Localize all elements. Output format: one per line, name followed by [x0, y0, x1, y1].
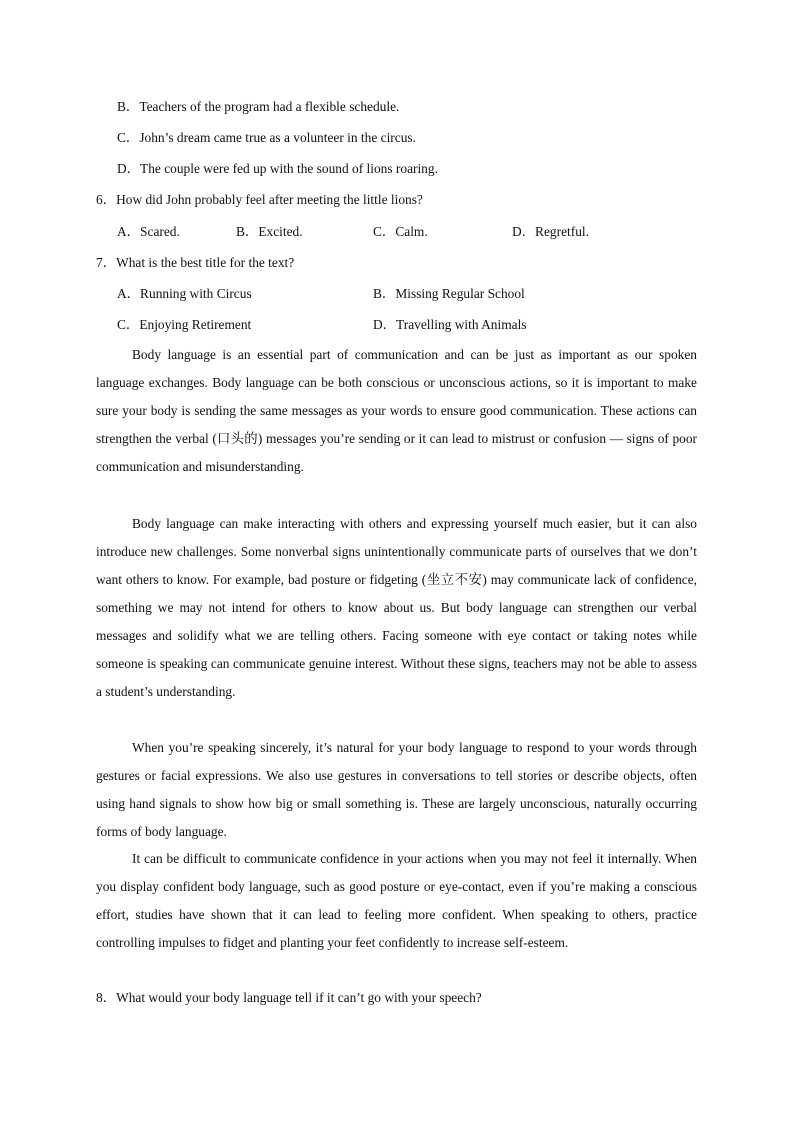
- q6-option-c: C．Calm.: [373, 224, 428, 239]
- q6-option-d: D．Regretful.: [512, 224, 589, 239]
- passage-paragraph-1-text: Body language is an essential part of communication and can be just as important as our spoken language exchanges. Body language can be both conscious or unconscious actions, so it is important to make sure your body is sending the same messages as your words to ensure good communication. These actions can strengthen the verbal (口头的) messages you’re sending or it can lead to mistrust or confusion — signs of poor communication and misunderstanding.: [96, 347, 697, 474]
- passage-paragraph-2: [96, 510, 697, 706]
- q7-option-b: B．Missing Regular School: [373, 286, 525, 301]
- passage-paragraph-4-text: It can be difficult to communicate confidence in your actions when you may not feel it internally. When you display confident body language, such as good posture or eye-contact, even if you’re making a conscious effort, studies have shown that it can lead to feeling more confident. When speaking to others, practice controlling impulses to fidget and planting your feet confidently to increase self-esteem.: [96, 851, 697, 950]
- q5-option-d: D．The couple were fed up with the sound of lions roaring.: [117, 161, 438, 176]
- q7-option-a: A．Running with Circus: [117, 286, 252, 301]
- passage-paragraph-2-text: Body language can make interacting with others and expressing yourself much easier, but it can also introduce new challenges. Some nonverbal signs unintentionally communicate parts of ourselves that we don’t want others to know. For example, bad posture or fidgeting (坐立不安) may communicate lack of confidence, something we may not intend for others to know about us. But body language can strengthen our verbal messages and solidify what we are telling others. Facing someone with eye contact or taking notes while someone is speaking can communicate genuine interest. Without these signs, teachers may not be able to assess a student’s understanding.: [96, 516, 697, 699]
- passage-paragraph-3-text: When you’re speaking sincerely, it’s natural for your body language to respond to your words through gestures or facial expressions. We also use gestures in conversations to tell stories or describe objects, often using hand signals to show how big or small something is. These are largely unconscious, naturally occurring forms of body language.: [96, 740, 697, 839]
- q5-option-b: B．Teachers of the program had a flexible schedule.: [117, 99, 400, 114]
- q7-option-d: D．Travelling with Animals: [373, 317, 527, 332]
- q5-option-c: C．John’s dream came true as a volunteer in the circus.: [117, 130, 416, 145]
- q6-option-a: A．Scared.: [117, 224, 180, 239]
- passage-paragraph-4: [96, 845, 697, 957]
- q7-stem: 7．What is the best title for the text?: [96, 255, 295, 270]
- passage-paragraph-3: [96, 734, 697, 846]
- q6-option-b: B．Excited.: [236, 224, 303, 239]
- q7-option-c: C．Enjoying Retirement: [117, 317, 252, 332]
- q8-stem: 8．What would your body language tell if it can’t go with your speech?: [96, 990, 482, 1005]
- q6-stem: 6．How did John probably feel after meeting the little lions?: [96, 192, 423, 207]
- passage-paragraph-1: [96, 341, 697, 481]
